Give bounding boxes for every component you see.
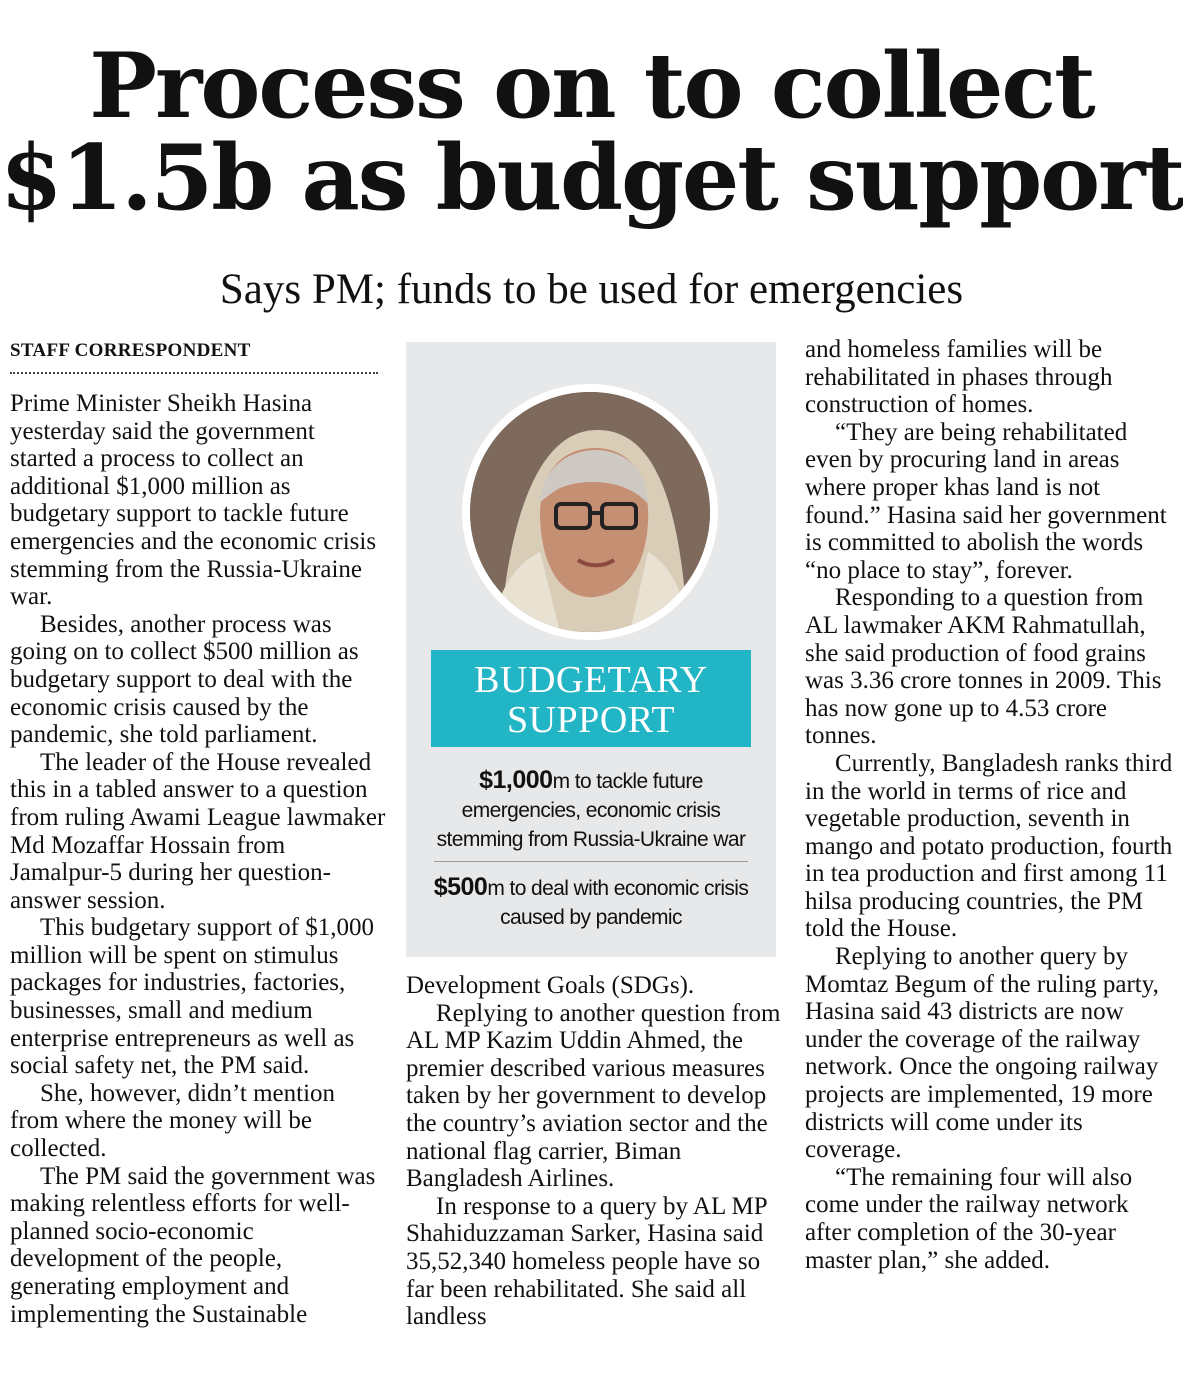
portrait-photo [462, 384, 718, 640]
article-column-2 [406, 972, 784, 1331]
fact-amount: $500 [433, 873, 488, 901]
article-column-3 [805, 336, 1175, 1274]
byline-divider [10, 372, 378, 374]
fact-text: m to deal with economic crisis [487, 877, 749, 900]
paragraph: Development Goals (SDGs). [406, 972, 695, 999]
paragraph: “They are being rehabilitated even by procuring land in areas where proper khas land is not found.” Hasina said her government is committed to abolish the words “no place to stay”, forever. [805, 418, 1167, 584]
budgetary-support-banner [431, 650, 751, 747]
paragraph: Responding to a question from AL lawmaker AKM Rahmatullah, she said production of food grains was 3.36 crore tonnes in 2009. This has now gone up to 4.53 crore tonnes. [805, 584, 1162, 750]
budgetary-support-infobox [406, 342, 776, 957]
fact-1000m [426, 766, 756, 854]
paragraph: Besides, another process was going on to collect $500 million as budgetary support to deal with the economic crisis caused by the pandemic, she told parliament. [10, 610, 359, 749]
fact-text: caused by pandemic [500, 906, 682, 929]
paragraph: and homeless families will be rehabilitated in phases through construction of homes. [805, 336, 1113, 419]
paragraph: This budgetary support of $1,000 million will be spent on stimulus packages for industries, factories, businesses, small and medium enterprise entrepreneurs as well as social safety net, the PM said. [10, 914, 374, 1080]
headline [0, 33, 1183, 231]
paragraph: Replying to another question from AL MP Kazim Uddin Ahmed, the premier described various measures taken by her government to develop the country’s aviation sector and the national flag carrier, Biman Bangladesh Airlines. [406, 999, 781, 1193]
paragraph: In response to a query by AL MP Shahiduzzaman Sarker, Hasina said 35,52,340 homeless people have so far been rehabilitated. She said all landless [406, 1192, 767, 1331]
subheadline: Says PM; funds to be used for emergencies [219, 266, 964, 313]
paragraph: The PM said the government was making relentless efforts for well-planned socio-economic development of the people, generating employment and implementing the Sustainable [10, 1162, 376, 1328]
portrait-illustration [470, 392, 710, 632]
paragraph: Currently, Bangladesh ranks third in the world in terms of rice and vegetable production, seventh in mango and potato production, fourth in tea production and first among 11 hilsa producing countries, the PM told the House. [805, 749, 1173, 943]
headline-line-2: $1.5b as budget support [0, 125, 1183, 231]
fact-500m [426, 873, 756, 932]
byline: STAFF CORRESPONDENT [10, 340, 251, 361]
headline-line-1: Process on to collect [89, 33, 1094, 139]
fact-text: emergencies, economic crisis [461, 799, 721, 822]
paragraph: “The remaining four will also come under the railway network after completion of the 30-year master plan,” she added. [805, 1163, 1133, 1274]
fact-text: stemming from Russia-Ukraine war [436, 828, 746, 851]
fact-amount: $1,000 [479, 766, 553, 794]
paragraph: Replying to another query by Momtaz Begum of the ruling party, Hasina said 43 districts are now under the coverage of the railway network. Once the ongoing railway projects are implemented, 19 more districts will come under its coverage. [805, 943, 1159, 1164]
fact-divider [434, 861, 748, 862]
article-column-1 [10, 390, 386, 1328]
banner-line-2: SUPPORT [506, 699, 676, 741]
fact-text: m to tackle future [552, 770, 703, 793]
banner-line-1: BUDGETARY [474, 659, 708, 701]
paragraph: The leader of the House revealed this in a tabled answer to a question from ruling Awami League lawmaker Md Mozaffar Hossain from Jamalpur-5 during her question-answer session. [10, 748, 386, 914]
paragraph: She, however, didn’t mention from where the money will be collected. [10, 1079, 336, 1163]
paragraph: Prime Minister Sheikh Hasina yesterday said the government started a process to collect an additional $1,000 million as budgetary support to tackle future emergencies and the economic crisis stemming from the Russia-Ukraine war. [10, 390, 377, 611]
